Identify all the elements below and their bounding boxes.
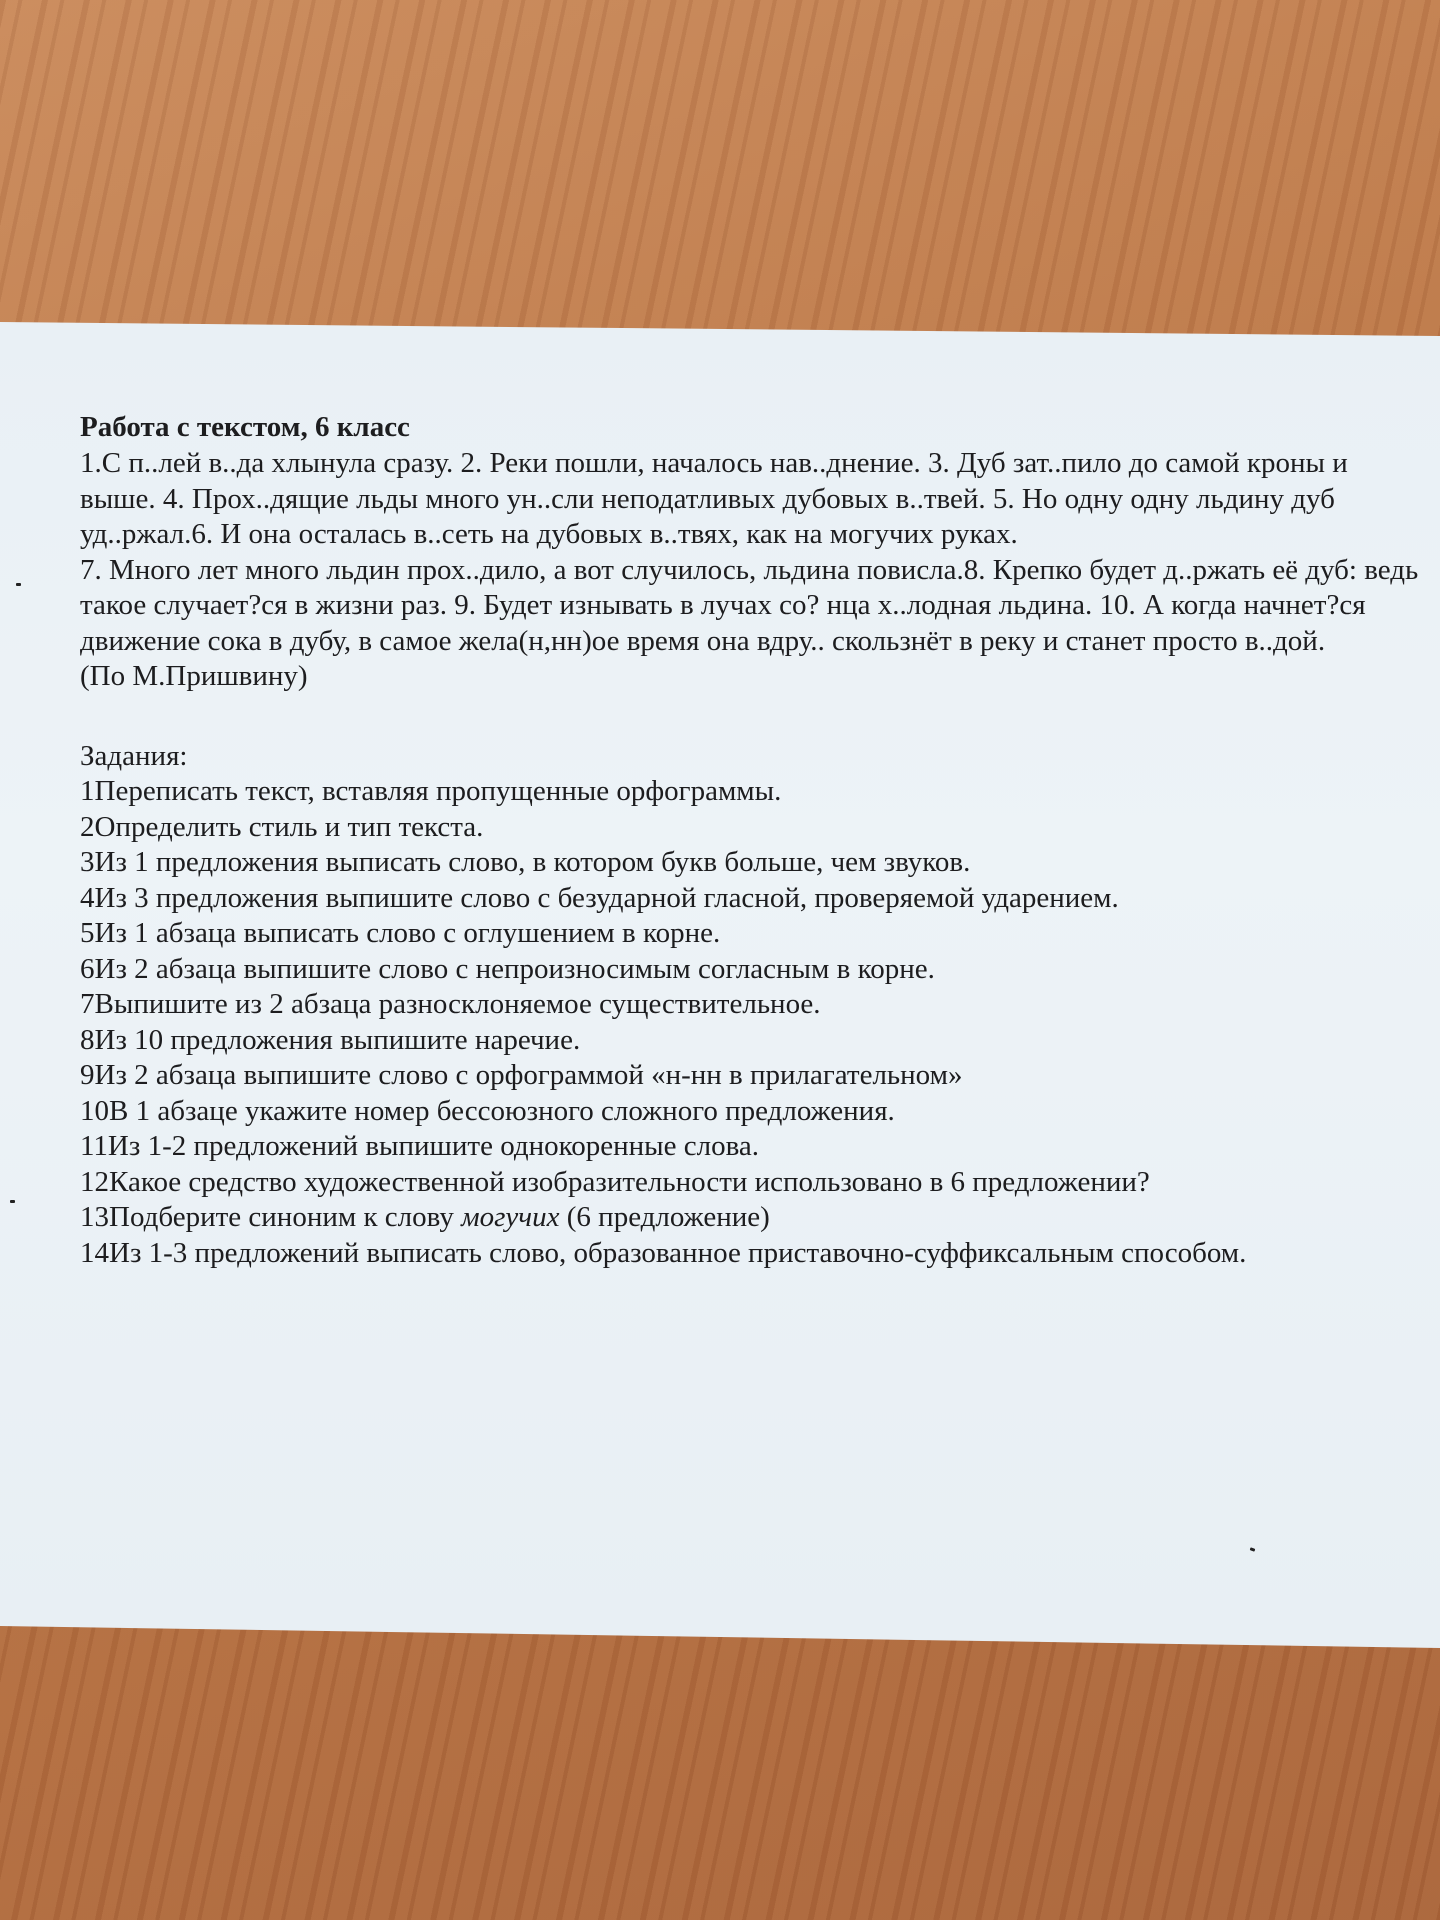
document-content	[80, 408, 1425, 1271]
task-item-11: 11Из 1-2 предложений выпишите однокоренные слова.	[80, 1130, 760, 1162]
task-item-1: 1Переписать текст, вставляя пропущенные орфограммы.	[80, 775, 782, 807]
task-13-suffix: (6 предложение)	[559, 1201, 770, 1233]
task-item-9: 9Из 2 абзаца выпишите слово с орфограммой «н-нн в прилагательном»	[80, 1059, 963, 1091]
task-item-8: 8Из 10 предложения выпишите наречие.	[80, 1023, 581, 1056]
text-paragraph-1: 1.С п..лей в..да хлынула сразу. 2. Реки пошли, началось нав..днение. 3. Дуб зат..пило до самой кроны и выше. 4. Прох..дящие льды много ун..сли неподатливых дубовых в..твей. 5. Но одну одну льдину дуб уд..ржал.6. И она осталась в..сеть на дубовых в..твях, как на могучих руках.	[80, 447, 1348, 550]
task-item-3: 3Из 1 предложения выписать слово, в котором букв больше, чем звуков.	[80, 846, 971, 878]
task-item-13	[80, 1200, 1425, 1236]
task-item-5: 5Из 1 абзаца выписать слово с оглушением в корне.	[80, 917, 721, 949]
task-list	[80, 774, 1425, 1271]
pencil-mark	[10, 1200, 15, 1203]
task-item-14: 14Из 1-3 предложений выписать слово, образованное приставочно-суффиксальным способом.	[80, 1236, 1247, 1269]
tasks-heading: Задания:	[80, 739, 188, 772]
task-13-prefix: 13Подберите синоним к слову	[80, 1201, 462, 1233]
text-paragraph-2: 7. Много лет много льдин прох..дило, а вот случилось, льдина повисла.8. Крепко будет д..ржать её дуб: ведь такое случает?ся в жизни раз. 9. Будет изнывать в лучах со? нца х..лодная льдина. 10. А когда начнет?ся движение сока в дубу, в самое жела(н,нн)ое время она вдру.. скользнёт в реку и станет просто в..дой.	[80, 553, 1419, 657]
task-item-4: 4Из 3 предложения выпишите слово с безударной гласной, проверяемой ударением.	[80, 881, 1119, 914]
document-title: Работа с текстом, 6 класс	[80, 411, 410, 443]
task-13-emphasis: могучих	[461, 1201, 560, 1233]
text-source: (По М.Пришвину)	[80, 660, 308, 692]
task-item-7: 7Выпишите из 2 абзаца разносклоняемое существительное.	[80, 988, 821, 1020]
task-item-10: 10В 1 абзаце укажите номер бессоюзного сложного предложения.	[80, 1094, 895, 1127]
task-item-12: 12Какое средство художественной изобразительности использовано в 6 предложении?	[80, 1165, 1150, 1198]
pencil-mark	[16, 583, 21, 586]
task-item-2: 2Определить стиль и тип текста.	[80, 810, 484, 843]
task-item-6: 6Из 2 абзаца выпишите слово с непроизносимым согласным в корне.	[80, 952, 935, 985]
